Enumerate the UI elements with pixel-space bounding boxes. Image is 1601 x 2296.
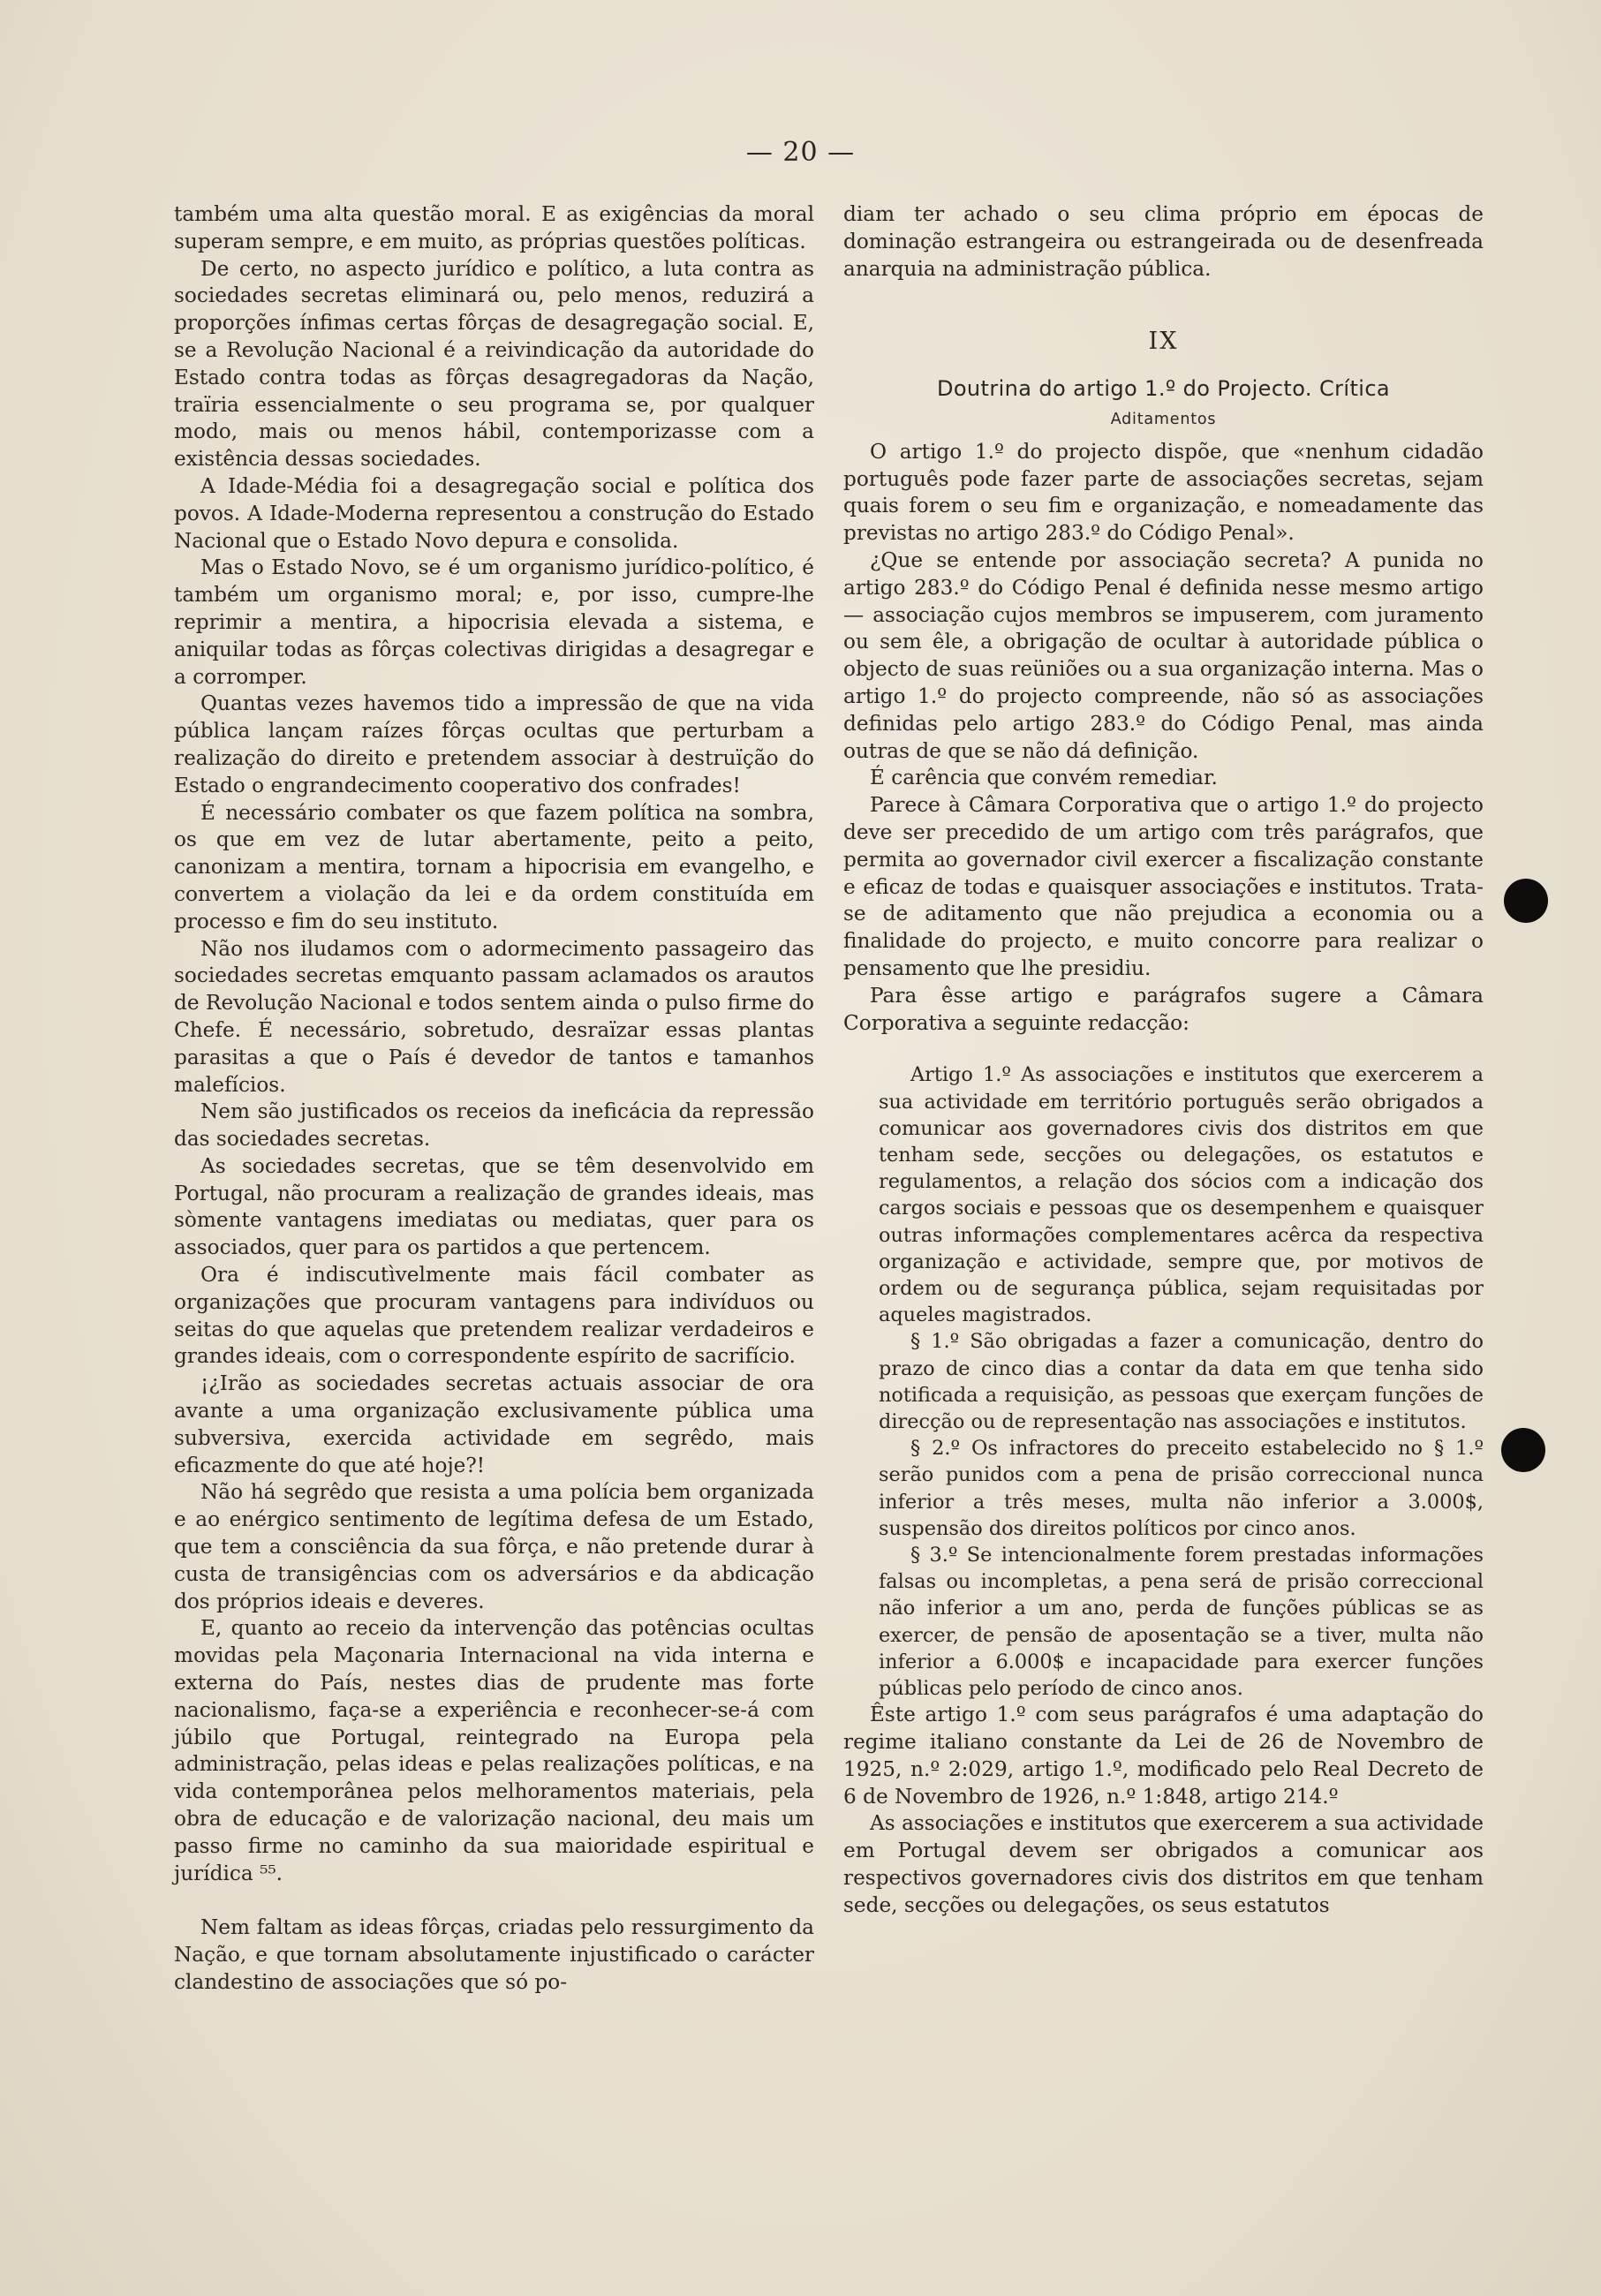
paragraph: Para êsse artigo e parágrafos sugere a Câmara Corporativa a seguinte redacção: — [843, 983, 1484, 1035]
quote-paragraph: § 3.º Se intencionalmente forem prestadas informações falsas ou incompletas, a pena será de prisão correccional não inferior a um ano, perda de funções públicas se as exercer, de pensão de aposentação se a tiver, multa não inferior a 6.000$ e incapacidade para exercer funções públicas pelo período de cinco anos. — [879, 1543, 1484, 1700]
quote-paragraph: § 2.º Os infractores do preceito estabelecido no § 1.º serão punidos com a pena de prisão correccional nunca inferior a três meses, multa não inferior a 3.000$, suspensão dos direitos políticos por cinco anos. — [879, 1437, 1484, 1540]
page-number: — 20 — — [745, 137, 856, 168]
proposed-article-quote — [879, 1061, 1484, 1702]
quote-paragraph: Artigo 1.º As associações e institutos que exercerem a sua actividade em território português serão obrigados a comunicar aos governadores civis dos distritos em que tenham sede, secções ou delegações, os estatutos e regulamentos, a relação dos sócios com a indicação dos cargos sociais e pessoas que os desempenhem e quaisquer outras informações complementares acêrca da respectiva organização e actividade, sempre que, por motivos de ordem ou de segurança pública, sejam requisitadas por aqueles magistrados. — [879, 1063, 1484, 1327]
paragraph: Mas o Estado Novo, se é um organismo jurídico-político, é também um organismo moral; e, por isso, cumpre-lhe reprimir a mentira, a hipocrisia elevada a sistema, e aniquilar todas as fôrças colectivas dirigidas a desagregar e a corromper. — [174, 555, 814, 689]
section-number: IX — [1148, 328, 1179, 356]
paragraph: A Idade-Média foi a desagregação social e política dos povos. A Idade-Moderna representou a construção do Estado Nacional que o Estado Novo depura e consolida. — [174, 473, 814, 553]
section-title: Doutrina do artigo 1.º do Projecto. Crítica — [936, 376, 1391, 402]
paragraph: Êste artigo 1.º com seus parágrafos é uma adaptação do regime italiano constante da Lei de 26 de Novembro de 1925, n.º 2:029, artigo 1.º, modificado pelo Real Decreto de 6 de Novembro de 1926, n.º 1:848, artigo 214.º — [843, 1703, 1484, 1809]
paragraph: As associações e institutos que exercerem a sua actividade em Portugal devem ser obrigados a comunicar aos respectivos governadores civis dos distritos em que tenham sede, secções ou delegações, os seus estatutos — [843, 1811, 1484, 1917]
binder-hole-lower — [1501, 1428, 1545, 1472]
paragraph: É necessário combater os que fazem política na sombra, os que em vez de lutar abertamente, peito a peito, canonizam a mentira, tornam a hipocrisia em evangelho, e convertem a violação da lei e da ordem constituída em processo e fim do seu instituto. — [174, 800, 814, 933]
paragraph: Quantas vezes havemos tido a impressão de que na vida pública lançam raízes fôrças ocultas que perturbam a realização do direito e pretendem associar à destruïção do Estado o engrandecimento cooperativo dos confrades! — [174, 691, 814, 797]
paragraph: E, quanto ao receio da intervenção das potências ocultas movidas pela Maçonaria Internacional na vida interna e externa do País, nestes dias de prudente mas forte nacionalismo, faça-se a experiência e reconhecer-se-á com júbilo que Portugal, reintegrado na Europa pela administração, pelas ideas e pelas realizações políticas, e na vida contemporânea pelos melhoramentos materiais, pela obra de educação e de valorização nacional, deu mais um passo firme no caminho da sua maioridade espiritual e jurídica ⁵⁵. — [174, 1616, 814, 1885]
paragraph: diam ter achado o seu clima próprio em épocas de dominação estrangeira ou estrangeirada ou de desenfreada anarquia na administração pública. — [843, 202, 1484, 281]
paragraph: Nem são justificados os receios da ineficácia da repressão das sociedades secretas. — [174, 1099, 814, 1152]
paragraph: Ora é indiscutìvelmente mais fácil combater as organizações que procuram vantagens para indivíduos ou seitas do que aquelas que pretendem realizar verdadeiros e grandes ideais, com o correspondente espírito de sacrifício. — [174, 1263, 814, 1369]
quote-paragraph: § 1.º São obrigadas a fazer a comunicação, dentro do prazo de cinco dias a contar da data em que tenha sido notificada a requisição, as pessoas que exerçam funções de direcção ou de representação nas associações e institutos. — [879, 1330, 1484, 1433]
paragraph: Parece à Câmara Corporativa que o artigo 1.º do projecto deve ser precedido de um artigo com três parágrafos, que permita ao governador civil exercer a fiscalização constante e eficaz de todas e quaisquer associações e institutos. Trata-se de aditamento que não prejudica a economia ou a finalidade do projecto, e muito concorre para realizar o pensamento que lhe presidiu. — [843, 793, 1484, 980]
paragraph: ¡¿Irão as sociedades secretas actuais associar de ora avante a uma organização exclusivamente pública uma subversiva, exercida actividade em segrêdo, mais eficazmente do que até hoje?! — [174, 1371, 814, 1477]
paragraph: É carência que convém remediar. — [870, 766, 1218, 790]
paragraph: Nem faltam as ideas fôrças, criadas pelo ressurgimento da Nação, e que tornam absolutamente injustificado o carácter clandestino de associações que só po- — [174, 1915, 814, 1994]
paragraph: De certo, no aspecto jurídico e político, a luta contra as sociedades secretas eliminará ou, pelo menos, reduzirá a proporções ínfimas certas fôrças de desagregação social. E, se a Revolução Nacional é a reivindicação da autoridade do Estado contra todas as fôrças desagregadoras da Nação, traïria essencialmente o seu programa se, por qualquer modo, mais ou menos hábil, contemporizasse com a existência dessas sociedades. — [174, 256, 814, 472]
paragraph: também uma alta questão moral. E as exigências da moral superam sempre, e em muito, as próprias questões políticas. — [174, 202, 814, 253]
paragraph: ¿Que se entende por associação secreta? A punida no artigo 283.º do Código Penal é definida nesse mesmo artigo — associação cujos membros se impuserem, com juramento ou sem êle, a obrigação de ocultar à autoridade pública o objecto de suas reüniões ou a sua organização interna. Mas o artigo 1.º do projecto compreende, não só as associações definidas pelo artigo 283.º do Código Penal, mas ainda outras de que se não dá definição. — [843, 548, 1484, 763]
right-column — [843, 201, 1484, 1920]
left-column — [174, 201, 814, 1997]
section-subtitle: Aditamentos — [1110, 410, 1217, 428]
paragraph: Não há segrêdo que resista a uma polícia bem organizada e ao enérgico sentimento de legítima defesa de um Estado, que tem a consciência da sua fôrça, e não pretende durar à custa de transigências com os adversários e da abdicação dos próprios ideais e deveres. — [174, 1480, 814, 1613]
binder-hole-upper — [1504, 879, 1548, 923]
paragraph: As sociedades secretas, que se têm desenvolvido em Portugal, não procuram a realização de grandes ideais, mas sòmente vantagens imediatas ou mediatas, quer para os associados, quer para os partidos a que pertencem. — [174, 1153, 814, 1260]
paragraph: O artigo 1.º do projecto dispõe, que «nenhum cidadão português pode fazer parte de associações secretas, sejam quais forem o seu fim e organização, e nomeadamente das previstas no artigo 283.º do Código Penal». — [843, 439, 1484, 546]
paragraph: Não nos iludamos com o adormecimento passageiro das sociedades secretas emquanto passam aclamados os arautos de Revolução Nacional e todos sentem ainda o pulso firme do Chefe. É necessário, sobretudo, desraïzar essas plantas parasitas a que o País é devedor de tantos e tamanhos malefícios. — [174, 936, 814, 1097]
